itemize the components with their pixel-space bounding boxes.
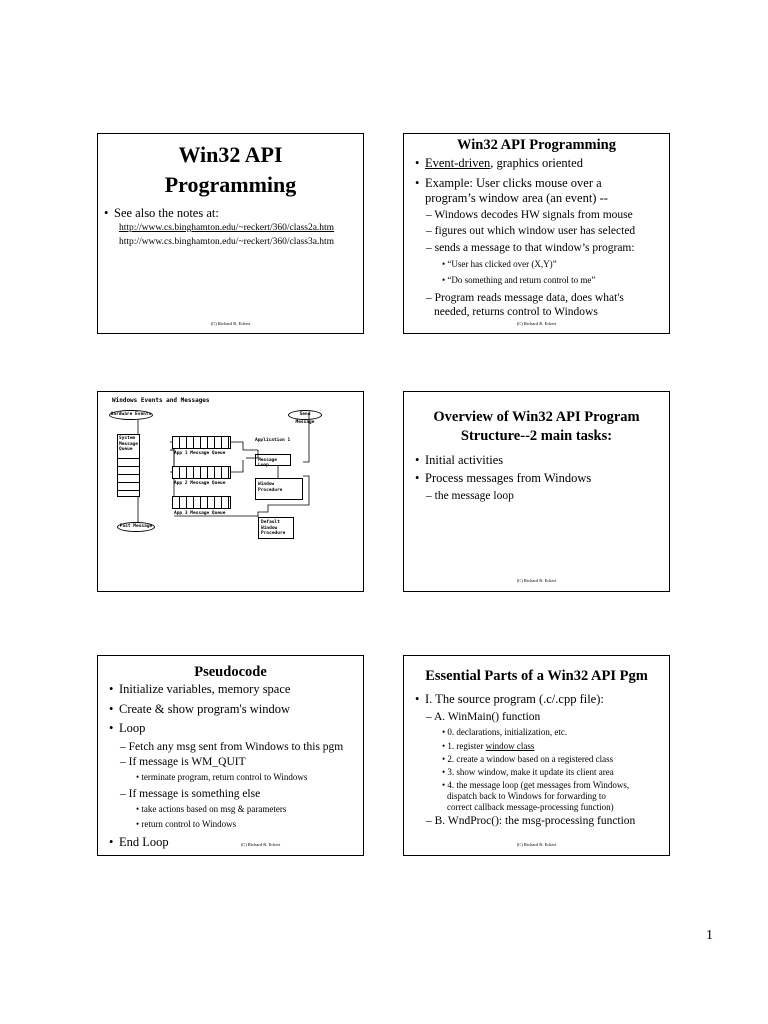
page-number: 1 xyxy=(706,928,713,943)
sub-sub-bullet: • terminate program, return control to Windows xyxy=(136,772,308,782)
system-message-queue: System Message Queue xyxy=(117,434,140,497)
credit: (C) Richard R. Eckert xyxy=(210,321,251,326)
sub-bullet: – If message is WM_QUIT xyxy=(120,756,246,768)
bullet: • Initial activities xyxy=(415,453,504,467)
slide-6-title: Essential Parts of a Win32 API Pgm xyxy=(425,668,648,684)
sub-bullet: – sends a message to that window’s program: xyxy=(426,242,635,254)
slide-5 xyxy=(97,655,364,856)
window-procedure-box: Window Procedure xyxy=(255,478,303,500)
sub-bullet: – figures out which window user has selected xyxy=(426,225,636,237)
diagram-title: Windows Events and Messages xyxy=(112,397,210,404)
app3-queue-label: App 3 Message Queue xyxy=(174,511,226,516)
bullet: • End Loop xyxy=(109,835,169,849)
bullet: • Create & show program's window xyxy=(109,702,290,716)
credit: (C) Richard R. Eckert xyxy=(516,578,557,583)
send-message-node: Send Message xyxy=(288,410,322,420)
sub-sub-bullet: • 0. declarations, initialization, etc. xyxy=(442,727,568,737)
slide-2 xyxy=(403,133,670,334)
sub-bullet: – If message is something else xyxy=(120,788,261,800)
sub-sub-bullet: • 4. the message loop (get messages from Windows, dispatch back to Windows for forwarding to correct callback message-processing function) xyxy=(442,780,630,812)
sub-bullet: – Program reads message data, does what's needed, returns control to Windows xyxy=(426,292,624,318)
message-loop-box: Message Loop xyxy=(255,454,291,466)
app2-message-queue xyxy=(172,466,231,479)
credit: (C) Richard R. Eckert xyxy=(516,321,557,326)
hardware-events-node: Hardware Events xyxy=(109,410,153,420)
sub-bullet: – B. WndProc(): the msg-processing function xyxy=(426,815,636,827)
post-message-node: Post Message xyxy=(117,522,155,532)
app1-queue-label: App 1 Message Queue xyxy=(174,451,226,456)
slide-3 xyxy=(97,391,364,592)
sub-sub-bullet: • 3. show window, make it update its client area xyxy=(442,767,614,777)
slide-1-title: Win32 API Programming xyxy=(164,142,297,197)
app3-message-queue xyxy=(172,496,231,509)
slide-4 xyxy=(403,391,670,592)
bullet: • Example: User clicks mouse over a program’s window area (an event) -- xyxy=(415,176,608,205)
bullet: • I. The source program (.c/.cpp file): xyxy=(415,692,604,706)
bullet: • Process messages from Windows xyxy=(415,471,592,485)
app2-queue-label: App 2 Message Queue xyxy=(174,481,226,486)
slide-5-title: Pseudocode xyxy=(194,664,267,680)
sub-sub-bullet: • “Do something and return control to me” xyxy=(442,275,596,285)
sub-bullet: – Windows decodes HW signals from mouse xyxy=(426,209,633,221)
event-driven-link: Event-driven xyxy=(425,156,491,170)
sub-sub-bullet: • 2. create a window based on a registered class xyxy=(442,754,614,764)
sub-bullet: – Fetch any msg sent from Windows to this pgm xyxy=(120,741,344,753)
credit: (C) Richard R. Eckert xyxy=(240,842,281,847)
sub-sub-bullet: • 1. register window class xyxy=(442,741,535,751)
application-label: Application 1 xyxy=(255,438,291,443)
bullet: • Event-driven, graphics oriented xyxy=(415,156,583,170)
sub-bullet: – the message loop xyxy=(426,490,514,502)
notes-link-1[interactable]: http://www.cs.binghamton.edu/~reckert/360/class2a.htm xyxy=(119,223,335,233)
sub-sub-bullet: • return control to Windows xyxy=(136,819,237,829)
sub-sub-bullet: • take actions based on msg & parameters xyxy=(136,804,287,814)
bullet: • See also the notes at: xyxy=(104,206,219,220)
app1-message-queue xyxy=(172,436,231,449)
slide-4-title: Overview of Win32 API Program Structure--2 main tasks: xyxy=(433,409,640,444)
slide-1 xyxy=(97,133,364,334)
sub-bullet: – A. WinMain() function xyxy=(426,711,541,723)
sub-sub-bullet: • “User has clicked over (X,Y)” xyxy=(442,259,557,269)
notes-link-2: http://www.cs.binghamton.edu/~reckert/360/class3a.htm xyxy=(119,237,335,247)
window-class-link[interactable]: window class xyxy=(485,741,535,751)
bullet: • Initialize variables, memory space xyxy=(109,682,291,696)
default-window-procedure-box: Default Window Procedure xyxy=(258,517,294,539)
slide-2-title: Win32 API Programming xyxy=(457,137,616,153)
slide-6 xyxy=(403,655,670,856)
credit: (C) Richard R. Eckert xyxy=(516,842,557,847)
bullet: • Loop xyxy=(109,721,146,735)
